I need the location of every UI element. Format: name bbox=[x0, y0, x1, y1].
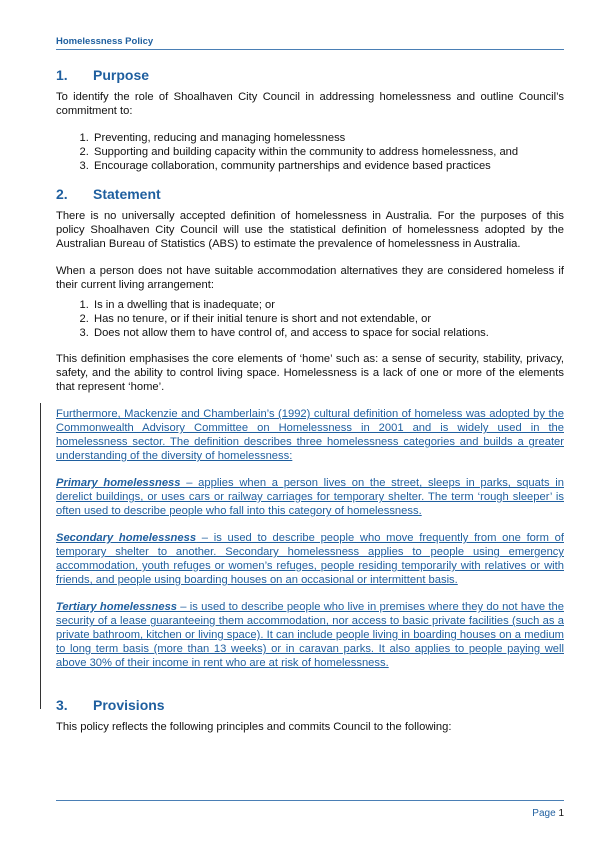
statement-paragraph-2: When a person does not have suitable accommodation alternatives they are considered homeless if their current living arrangement: bbox=[56, 265, 564, 291]
purpose-list bbox=[56, 131, 564, 173]
tertiary-text: – is used to describe people who live in premises where they do not have the security of a lease guaranteeing them accommodation, nor access to basic private facilities (such as a private bathroom, kitchen or living space). It can include people living in boarding houses on a medium to long term basis (more than 13 weeks) or in caravan parks. It also applies to people paying well above 30% of their income in rent who are at risk of homelessness. bbox=[56, 601, 564, 669]
secondary-term: Secondary homelessness bbox=[56, 532, 197, 544]
primary-homelessness-paragraph bbox=[56, 476, 564, 518]
list-item: 1. Is in a dwelling that is inadequate; or bbox=[92, 298, 564, 312]
revision-change-bar bbox=[40, 403, 41, 709]
statement-paragraph-4: Furthermore, Mackenzie and Chamberlain’s (1992) cultural definition of homeless was adopted by the Commonwealth Advisory Committee on Homelessness in 2001 and is widely used in the homelessness sector. The definition describes three homelessness categories and builds a greater understanding of the diversity of homelessness: bbox=[56, 408, 564, 462]
list-item: 2. Has no tenure, or if their initial tenure is short and not extendable, or bbox=[92, 312, 564, 326]
section-number: 2. bbox=[56, 186, 68, 202]
statement-paragraph-3: This definition emphasises the core elements of ‘home’ such as: a sense of security, stability, privacy, safety, and the ability to control living space. Homelessness is a lack of one or more of the elements that represent ‘home’. bbox=[56, 353, 564, 393]
tertiary-homelessness-paragraph bbox=[56, 600, 564, 670]
primary-term: Primary homelessness bbox=[56, 477, 181, 489]
primary-text: – applies when a person lives on the street, sleeps in parks, squats in derelict buildings, or uses cars or railway carriages for temporary shelter. The term ‘rough sleeper’ is often used to describe people who fall into this category of homelessness. bbox=[56, 477, 564, 517]
list-item: 3. Does not allow them to have control of, and access to space for social relations. bbox=[92, 326, 564, 340]
document-body bbox=[56, 66, 564, 747]
section-title: Provisions bbox=[93, 697, 165, 713]
section-provisions-heading bbox=[56, 696, 564, 714]
section-title: Purpose bbox=[93, 67, 150, 83]
list-item: 3. Encourage collaboration, community partnerships and evidence based practices bbox=[92, 159, 564, 173]
secondary-text: – is used to describe people who move frequently from one form of temporary shelter to another. Secondary homelessness applies to people using emergency accommodation, youth refuges or women’s refuges, people residing temporarily with relatives or with friends, and people using boarding houses on an occasional or intermittent basis. bbox=[56, 532, 564, 586]
statement-paragraph-1: There is no universally accepted definition of homelessness in Australia. For the purposes of this policy Shoalhaven City Council will use the statistical definition of homelessness adopted by the Australian Bureau of Statistics (ABS) to estimate the prevalence of homelessness in Australia. bbox=[56, 210, 564, 250]
list-item: 1. Preventing, reducing and managing homelessness bbox=[92, 131, 564, 145]
section-number: 1. bbox=[56, 67, 68, 83]
section-title: Statement bbox=[93, 186, 161, 202]
page-header-title: Homelessness Policy bbox=[56, 36, 154, 47]
section-statement-heading bbox=[56, 185, 564, 203]
section-number: 3. bbox=[56, 697, 68, 713]
list-item: 2. Supporting and building capacity within the community to address homelessness, and bbox=[92, 145, 564, 159]
page-label: Page bbox=[532, 808, 556, 819]
statement-list bbox=[56, 298, 564, 340]
purpose-intro: To identify the role of Shoalhaven City Council in addressing homelessness and outline Council’s commitment to: bbox=[56, 91, 564, 117]
provisions-paragraph-1: This policy reflects the following principles and commits Council to the following: bbox=[56, 721, 452, 733]
section-purpose-heading bbox=[56, 66, 564, 84]
page-number: 1 bbox=[558, 808, 564, 819]
footer-divider bbox=[56, 800, 564, 801]
secondary-homelessness-paragraph bbox=[56, 531, 564, 587]
header-divider bbox=[56, 49, 564, 50]
page-footer bbox=[56, 808, 564, 819]
tertiary-term: Tertiary homelessness bbox=[56, 601, 178, 613]
